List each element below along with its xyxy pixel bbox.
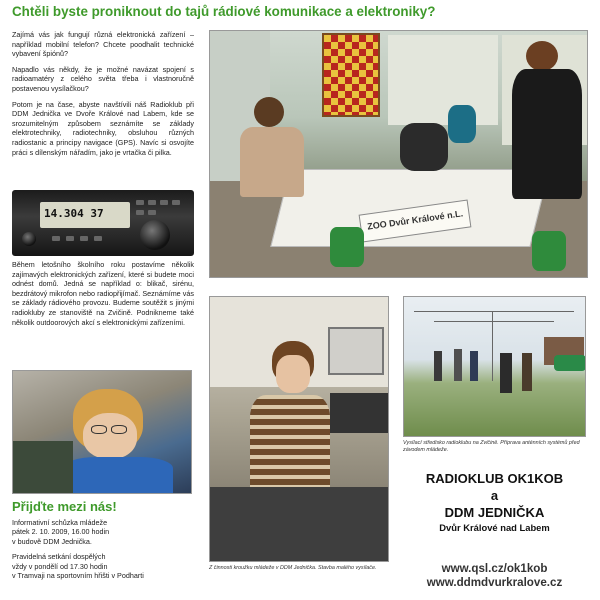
student-hair (254, 97, 284, 127)
web-link-qsl[interactable]: www.qsl.cz/ok1kob (441, 562, 548, 575)
green-chair (532, 231, 566, 271)
car (554, 355, 586, 371)
intro-text (12, 30, 194, 163)
student-shirt (448, 105, 476, 143)
transceiver-device (330, 393, 388, 433)
transceiver-small-knob (22, 232, 36, 246)
glasses (91, 425, 107, 434)
transceiver-button (148, 210, 156, 215)
person (522, 353, 532, 391)
page-headline: Chtěli byste proniknout do tajů rádiové komunikace a elektroniky? (12, 4, 436, 19)
transceiver-display: 14.304 37 (40, 202, 130, 228)
boy-face (83, 413, 137, 459)
zoo-banner: ZOO Dvůr Králové n.L. (359, 199, 472, 242)
invite-heading: Přijďte mezi nás! (12, 499, 117, 514)
transceiver-button (136, 200, 144, 205)
transceiver-knob (140, 220, 170, 250)
transceiver-button (94, 236, 102, 241)
ddm-name: DDM JEDNIČKA (444, 505, 545, 520)
web-links (403, 562, 586, 590)
transceiver-button (172, 200, 180, 205)
teacher-body (512, 69, 582, 199)
lab-photo (209, 296, 389, 562)
meeting-date: pátek 2. 10. 2009, 16.00 hodin (12, 527, 110, 537)
invite-block (12, 518, 202, 586)
student-face (276, 355, 310, 393)
student-shirt (240, 127, 304, 197)
club-town: Dvůr Králové nad Labem (439, 522, 550, 533)
web-link-ddm[interactable]: www.ddmdvurkralove.cz (426, 576, 563, 589)
transceiver-button (148, 200, 156, 205)
antenna-element (434, 321, 554, 322)
club-name: RADIOKLUB OK1KOB (425, 471, 564, 486)
transceiver-button (160, 200, 168, 205)
transceiver-button (80, 236, 88, 241)
teacher-hair (526, 41, 558, 71)
computer-monitor (328, 327, 384, 375)
meeting-place: v budově DDM Jednička. (12, 536, 92, 546)
antenna-element (414, 311, 574, 312)
boy-soldering-photo (12, 370, 192, 494)
meeting-title: Informativní schůzka mládeže (12, 518, 108, 527)
boy-shirt (63, 457, 173, 494)
regular-title: Pravidelná setkání dospělých (12, 552, 106, 562)
person (470, 351, 478, 381)
classroom-photo (209, 30, 588, 278)
antenna-field-photo (403, 296, 586, 437)
regular-place: v Tramvaji na sportovním hřišti v Podharti (12, 571, 144, 581)
circuit-board (13, 441, 73, 494)
intro-paragraph-2: Napadlo vás někdy, že je možné navázat spojení s radioamatéry z celého světa třeba i vlastnoručně postavenou vysílačkou? (12, 64, 194, 93)
student-shirt (400, 123, 448, 171)
intro-paragraph-3: Potom je na čase, abyste navštívili náš Radioklub při DDM Jednička ve Dvoře Králové nad Labem, kde se srozumitelným způsobem seznámíte se základy elektrotechniky, radiotechniky, obsluhou různých radiostanic a principy navigace (GPS). Navíc si osvojíte práci s dílenským nářadím, jako je vrtačka či pilka. (12, 99, 194, 157)
chair (210, 487, 389, 562)
activities-text: Během letošního školního roku postavíme několik zajímavých elektronických zařízení, které si budete moci odnést domů. Jedná se například o: blikač, sirénu, bezdrátový mikrofon nebo radiopřijímač. Seznámíme vás se základy rádiového provozu. Budeme soutěžit s jinými radiokluby ze stanoviště na Zvičině. Podnikneme také několik outdoorových akcí s elektronickými zařízeními. (12, 260, 194, 327)
person (454, 349, 462, 381)
club-block (403, 470, 586, 534)
window (388, 35, 498, 125)
antenna-mast (492, 311, 493, 381)
transceiver-photo (12, 190, 194, 256)
green-chair (330, 227, 364, 267)
transceiver-button (52, 236, 60, 241)
field-caption: Vysílací středisko radioklubu na Zvičině. Příprava anténních systémů před závodem mládeže. (403, 440, 580, 453)
transceiver-button (136, 210, 144, 215)
transceiver-button (66, 236, 74, 241)
regular-time: vždy v pondělí od 17.30 hodin (12, 561, 108, 571)
glasses (111, 425, 127, 434)
club-conjunction: a (490, 488, 499, 503)
chessboard (322, 33, 380, 117)
lab-caption: Z činnosti kroužku mládeže v DDM Jednička. Stavba malého vysílače. (209, 565, 377, 571)
person (434, 351, 442, 381)
intro-paragraph-1: Zajímá vás jak fungují různá elektronická zařízení – například mobilní telefon? Chcete poodhalit technické vybavení špiónů? (12, 30, 194, 59)
person (500, 353, 512, 393)
